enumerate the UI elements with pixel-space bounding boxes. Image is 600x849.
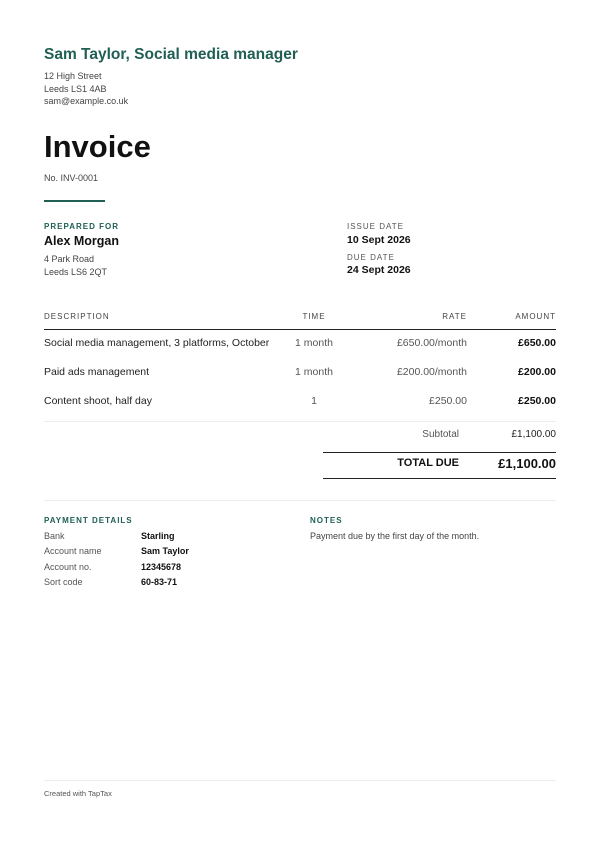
sender-name: Sam Taylor, Social media manager (44, 46, 298, 63)
client-name: Alex Morgan (44, 234, 120, 248)
due-date-label: DUE DATE (347, 253, 395, 262)
payment-field-label: Sort code (44, 577, 83, 587)
column-header-amount: AMOUNT (515, 312, 556, 321)
issue-date-label: ISSUE DATE (347, 222, 404, 231)
column-header-time: TIME (302, 312, 326, 321)
row-description: Paid ads management (44, 366, 150, 378)
row-time: 1 month (295, 337, 333, 349)
total-bottom-rule (323, 478, 556, 479)
column-header-rate: RATE (442, 312, 467, 321)
due-date-value: 24 Sept 2026 (347, 264, 411, 276)
row-amount: £250.00 (518, 395, 556, 407)
sender-address-line: 12 High Street (44, 71, 102, 81)
payment-field-value: Sam Taylor (141, 546, 189, 556)
accent-divider (44, 200, 105, 202)
footer-divider (44, 780, 556, 781)
row-time: 1 (311, 395, 317, 407)
total-due-value: £1,100.00 (498, 456, 556, 471)
invoice-title: Invoice (44, 129, 151, 164)
sender-email: sam@example.co.uk (44, 96, 129, 106)
table-row (44, 337, 556, 353)
row-description: Social media management, 3 platforms, October (44, 337, 270, 349)
prepared-for-label: PREPARED FOR (44, 222, 119, 231)
section-divider (44, 500, 556, 501)
payment-details-label: PAYMENT DETAILS (44, 516, 133, 525)
issue-date-value: 10 Sept 2026 (347, 234, 411, 246)
payment-field-value: Starling (141, 531, 175, 541)
row-rate: £250.00 (429, 395, 467, 407)
table-end-rule (44, 421, 556, 422)
table-row (44, 366, 556, 382)
client-address-line: Leeds LS6 2QT (44, 266, 108, 277)
sender-address (44, 70, 128, 108)
total-due-label: TOTAL DUE (397, 457, 459, 469)
footer-credit: Created with TapTax (44, 789, 112, 798)
table-row (44, 395, 556, 411)
subtotal-label: Subtotal (422, 429, 459, 440)
subtotal-value: £1,100.00 (511, 429, 556, 440)
client-address (44, 253, 107, 278)
row-amount: £650.00 (518, 337, 556, 349)
row-amount: £200.00 (518, 366, 556, 378)
invoice-number: No. INV-0001 (44, 173, 99, 183)
notes-label: NOTES (310, 516, 343, 525)
row-description: Content shoot, half day (44, 395, 152, 407)
payment-field-label: Account name (44, 546, 102, 556)
total-top-rule (323, 452, 556, 453)
payment-field-value: 12345678 (141, 562, 182, 572)
notes-text: Payment due by the first day of the month. (310, 531, 480, 541)
payment-field-value: 60-83-71 (141, 577, 178, 587)
column-header-description: DESCRIPTION (44, 312, 110, 321)
row-rate: £650.00/month (396, 337, 467, 349)
row-time: 1 month (295, 366, 333, 378)
payment-field-label: Account no. (44, 562, 92, 572)
payment-field-label: Bank (44, 531, 65, 541)
sender-address-line: Leeds LS1 4AB (44, 83, 107, 94)
client-address-line: 4 Park Road (44, 254, 95, 264)
table-header-rule (44, 329, 556, 330)
row-rate: £200.00/month (396, 366, 467, 378)
